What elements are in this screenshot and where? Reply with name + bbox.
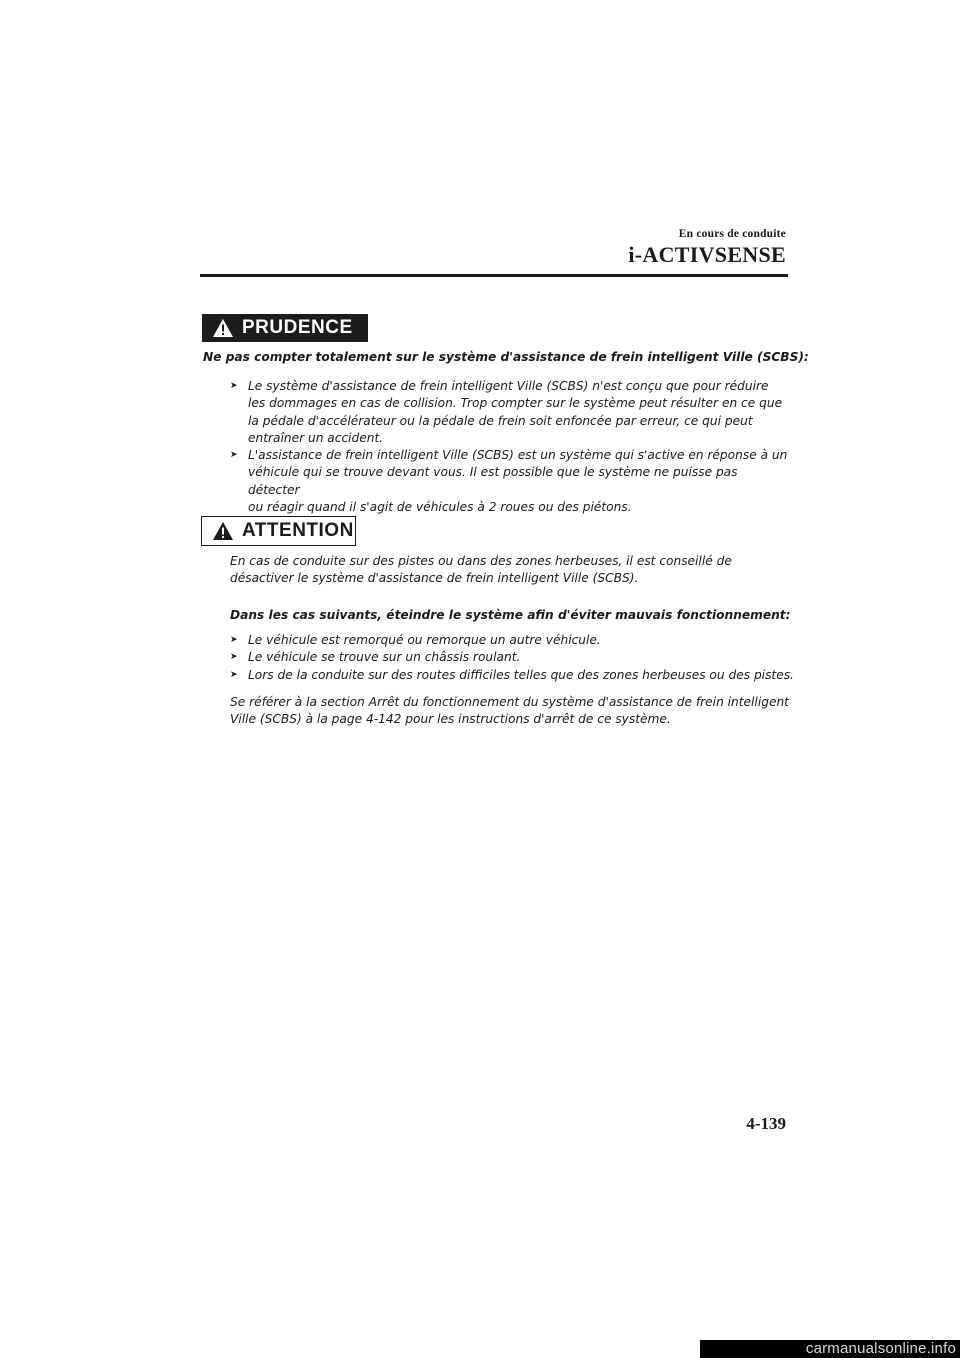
list-item-text: Le véhicule est remorqué ou remorque un autre véhicule. xyxy=(248,633,601,647)
list-item xyxy=(230,447,790,516)
text-line: L'assistance de frein intelligent Ville (SCBS) est un système qui s'active en réponse à un xyxy=(248,448,788,463)
warning-icon xyxy=(212,318,234,338)
arrow-bullet-icon: ➤ xyxy=(230,635,238,645)
watermark-text: carmanualsonline.info xyxy=(805,1340,956,1357)
section-title: i-ACTIVSENSE xyxy=(628,242,786,267)
text-line: Ville (SCBS) à la page 4-142 pour les instructions d'arrêt de ce système. xyxy=(230,712,671,727)
text-line: désactiver le système d'assistance de frein intelligent Ville (SCBS). xyxy=(230,571,639,586)
text-line: la pédale d'accélérateur ou la pédale de frein soit enfoncée par erreur, ce qui peut xyxy=(248,413,753,428)
list-item xyxy=(230,378,790,447)
attention-heading: Dans les cas suivants, éteindre le système afin d'éviter mauvais fonctionnement: xyxy=(230,608,791,622)
arrow-bullet-icon: ➤ xyxy=(230,669,238,680)
section-kicker: En cours de conduite xyxy=(678,228,786,240)
text-line: Le système d'assistance de frein intelligent Ville (SCBS) n'est conçu que pour réduire xyxy=(248,379,769,393)
list-item xyxy=(230,667,800,684)
prudence-list xyxy=(230,378,790,516)
attention-label: ATTENTION xyxy=(242,520,354,541)
header-rule xyxy=(200,274,788,277)
warning-icon xyxy=(212,521,234,541)
prudence-label: PRUDENCE xyxy=(242,317,353,338)
list-item-text: Lors de la conduite sur des routes difficiles telles que des zones herbeuses ou des pistes. xyxy=(248,667,794,682)
text-line: En cas de conduite sur des pistes ou dans des zones herbeuses, il est conseillé de xyxy=(230,554,732,568)
attention-paragraph xyxy=(230,553,790,588)
text-line: les dommages en cas de collision. Trop compter sur le système peut résulter en ce que xyxy=(248,396,783,411)
arrow-bullet-icon: ➤ xyxy=(230,450,238,461)
list-item xyxy=(230,632,800,649)
attention-list xyxy=(230,632,800,684)
attention-badge xyxy=(201,516,356,546)
text-line: entraîner un accident. xyxy=(248,430,384,445)
arrow-bullet-icon: ➤ xyxy=(230,652,238,663)
cross-reference-paragraph xyxy=(230,694,795,729)
page-number: 4-139 xyxy=(746,1114,786,1133)
list-item xyxy=(230,649,800,666)
prudence-heading: Ne pas compter totalement sur le système d'assistance de frein intelligent Ville (SCBS): xyxy=(203,350,809,364)
text-line: véhicule qui se trouve devant vous. Il est possible que le système ne puisse pas détecter xyxy=(248,465,738,497)
list-item-text: Le véhicule se trouve sur un châssis roulant. xyxy=(248,650,521,665)
prudence-badge xyxy=(202,314,368,342)
text-line: Se référer à la section Arrêt du fonctionnement du système d'assistance de frein intelligent xyxy=(230,695,789,709)
watermark xyxy=(700,1340,960,1358)
text-line: ou réagir quand il s'agit de véhicules à 2 roues ou des piétons. xyxy=(248,500,632,515)
arrow-bullet-icon: ➤ xyxy=(230,381,238,391)
